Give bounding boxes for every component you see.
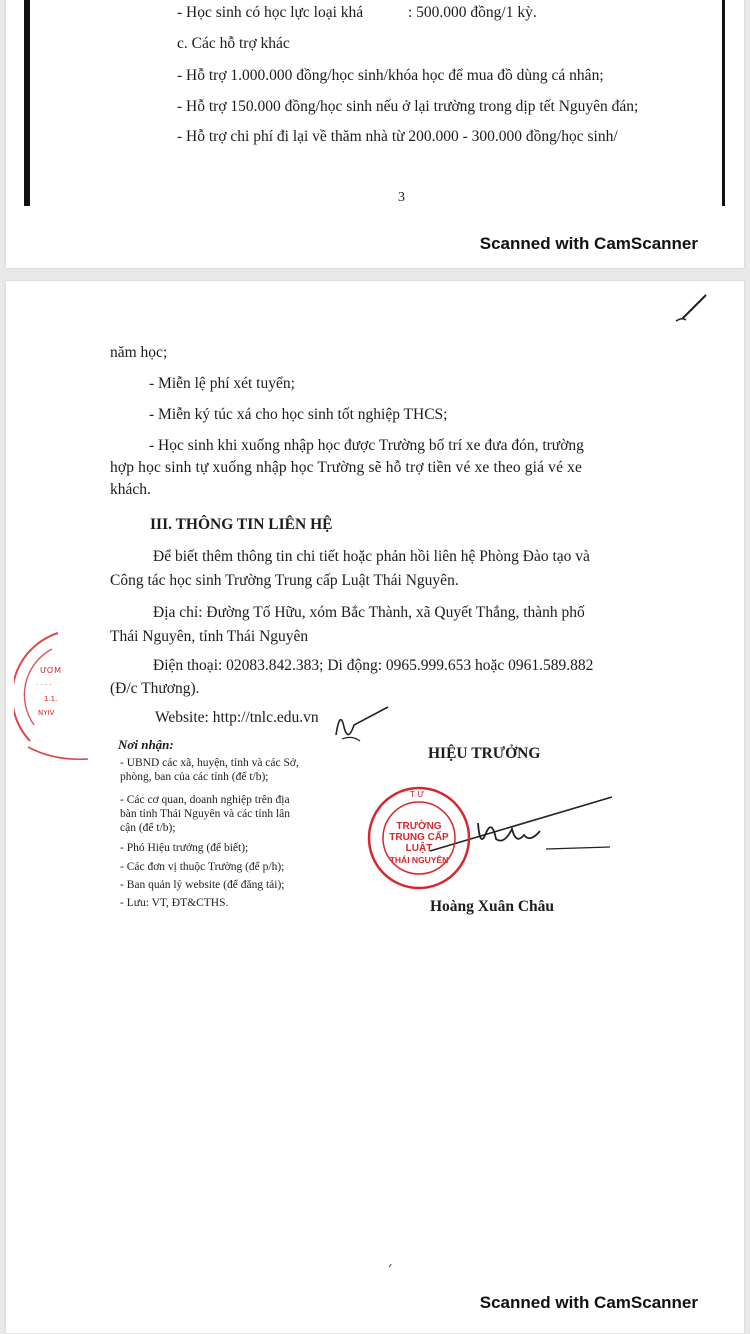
seal-text-3: LUẬT	[405, 843, 433, 854]
camscanner-watermark: Scanned with CamScanner	[479, 1293, 698, 1312]
svg-text:· · · ·: · · · ·	[36, 681, 52, 689]
address-line-2: Thái Nguyên, tỉnh Thái Nguyên	[110, 628, 309, 645]
recipient-item: - Phó Hiệu trưởng (để biết);	[120, 842, 249, 854]
scan-edge-left	[24, 0, 30, 206]
scanned-page-2	[6, 281, 744, 1333]
signer-title: HIỆU TRƯỞNG	[428, 745, 541, 762]
recipient-item: phòng, ban của các tỉnh (để t/b);	[120, 771, 269, 783]
page-number: 3	[398, 190, 405, 205]
other-support-heading: c. Các hỗ trợ khác	[177, 35, 290, 52]
contact-intro-line-2: Công tác học sinh Trường Trung cấp Luật Thái Nguyên.	[110, 572, 459, 589]
scan-edge-right	[722, 0, 725, 206]
exempt-dormitory: - Miễn ký túc xá cho học sinh tốt nghiệp THCS;	[149, 406, 448, 423]
recipients-title: Nơi nhận:	[118, 737, 174, 752]
support-line-tet-holiday: - Hỗ trợ 150.000 đồng/học sinh nếu ở lại trường trong dịp tết Nguyên đán;	[177, 98, 639, 115]
website-line: Website: http://tnlc.edu.vn	[155, 709, 319, 726]
official-seal	[366, 785, 472, 891]
partial-stamp-left-icon	[14, 629, 94, 765]
contact-intro-line-1: Để biết thêm thông tin chi tiết hoặc phản hồi liên hệ Phòng Đào tạo và	[153, 548, 590, 565]
transport-line-2: hợp học sinh tự xuống nhập học Trường sẽ hỗ trợ tiền vé xe theo giá vé xe	[110, 459, 583, 476]
initials-scribble-icon	[332, 705, 392, 745]
pen-mark-icon	[672, 289, 712, 325]
scanned-page-1	[6, 0, 744, 268]
support-line-good-students: - Học sinh có học lực loại khá	[177, 4, 364, 21]
academic-year-line: năm học;	[110, 344, 168, 361]
phone-contact-person: (Đ/c Thương).	[110, 680, 200, 697]
svg-text:ƯƠM: ƯƠM	[40, 666, 62, 675]
svg-text:1.1.: 1.1.	[44, 695, 58, 703]
camscanner-watermark: Scanned with CamScanner	[479, 234, 698, 253]
support-amount-good-students: : 500.000 đồng/1 kỳ.	[408, 4, 537, 21]
recipient-item: bàn tỉnh Thái Nguyên và các tỉnh lân	[120, 808, 291, 820]
seal-text-1: TRƯỜNG	[396, 821, 442, 832]
recipient-item: cận (để t/b);	[120, 822, 176, 834]
exempt-admission-fee: - Miễn lệ phí xét tuyển;	[149, 375, 295, 392]
recipient-item: - Các cơ quan, doanh nghiệp trên địa	[120, 794, 290, 806]
recipient-item: - Lưu: VT, ĐT&CTHS.	[120, 897, 229, 909]
signer-name: Hoàng Xuân Châu	[430, 898, 555, 915]
seal-text-4: THÁI NGUYÊN	[389, 855, 449, 865]
transport-line-1: - Học sinh khi xuống nhập học được Trường bố trí xe đưa đón, trường	[149, 437, 584, 454]
phone-line: Điện thoại: 02083.842.383; Di động: 0965.999.653 hoặc 0961.589.882	[153, 657, 594, 674]
recipient-item: - Ban quản lý website (để đăng tải);	[120, 879, 285, 891]
address-line-1: Địa chỉ: Đường Tố Hữu, xóm Bắc Thành, xã Quyết Thắng, thành phố	[153, 604, 585, 621]
recipient-item: - Các đơn vị thuộc Trường (để p/h);	[120, 861, 285, 873]
section-title-contact: III. THÔNG TIN LIÊN HỆ	[150, 516, 333, 533]
transport-line-3: khách.	[110, 481, 151, 498]
support-line-personal-items: - Hỗ trợ 1.000.000 đồng/học sinh/khóa học để mua đồ dùng cá nhân;	[177, 67, 604, 84]
svg-text:NYIV: NYIV	[38, 709, 55, 717]
recipient-item: - UBND các xã, huyện, tỉnh và các Sở,	[120, 757, 299, 769]
stray-mark: ᐟ	[388, 1263, 393, 1274]
support-line-travel-home: - Hỗ trợ chi phí đi lại về thăm nhà từ 200.000 - 300.000 đồng/học sinh/	[177, 128, 618, 145]
seal-text-2: TRUNG CẤP	[389, 832, 449, 843]
svg-text:T Ư: T Ư	[410, 790, 425, 799]
